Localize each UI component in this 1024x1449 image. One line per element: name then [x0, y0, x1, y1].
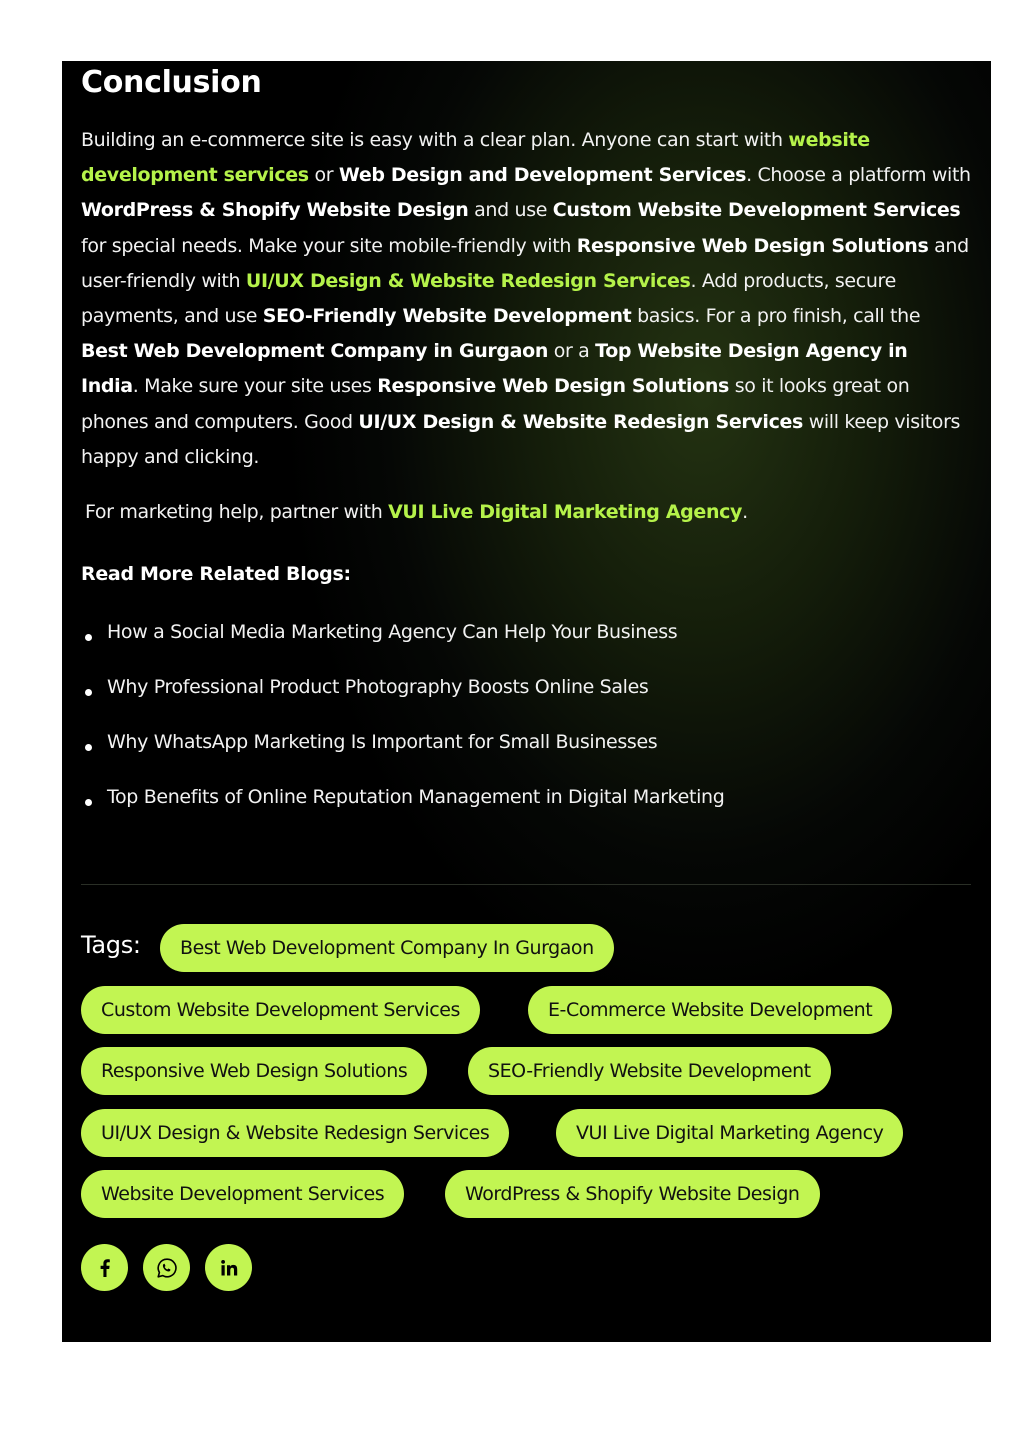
conclusion-panel: [62, 61, 991, 1342]
tag-chip[interactable]: WordPress & Shopify Website Design: [445, 1170, 820, 1218]
facebook-icon: [93, 1256, 117, 1280]
divider: [81, 884, 971, 885]
tag-chip[interactable]: UI/UX Design & Website Redesign Services: [81, 1109, 509, 1157]
related-blog-link[interactable]: Why Professional Product Photography Boosts Online Sales: [107, 676, 649, 698]
linkedin-icon: [217, 1256, 241, 1280]
list-item: [81, 786, 724, 841]
tag-chip[interactable]: VUI Live Digital Marketing Agency: [556, 1109, 903, 1157]
tag-chip[interactable]: Responsive Web Design Solutions: [81, 1047, 427, 1095]
facebook-share-button[interactable]: [81, 1244, 128, 1291]
section-heading: Conclusion: [81, 65, 262, 100]
ui-ux-design-link[interactable]: UI/UX Design & Website Redesign Services: [245, 269, 691, 292]
tag-chip[interactable]: Custom Website Development Services: [81, 986, 480, 1034]
tag-chip[interactable]: SEO-Friendly Website Development: [468, 1047, 831, 1095]
marketing-paragraph: For marketing help, partner with VUI Live Digital Marketing Agency.: [85, 501, 748, 523]
related-blogs-title: Read More Related Blogs:: [81, 563, 351, 585]
vui-live-agency-link[interactable]: VUI Live Digital Marketing Agency: [388, 501, 743, 523]
related-blog-link[interactable]: Why WhatsApp Marketing Is Important for Small Businesses: [107, 731, 658, 753]
related-blogs-list: [81, 621, 724, 841]
whatsapp-share-button[interactable]: [143, 1244, 190, 1291]
list-item: [81, 621, 724, 676]
website-development-services-link[interactable]: website development services: [81, 129, 870, 187]
tag-chip[interactable]: Website Development Services: [81, 1170, 404, 1218]
linkedin-share-button[interactable]: [205, 1244, 252, 1291]
list-item: [81, 676, 724, 731]
related-blog-link[interactable]: Top Benefits of Online Reputation Management in Digital Marketing: [107, 786, 725, 808]
tags-label: Tags:: [81, 931, 141, 959]
list-item: [81, 731, 724, 786]
related-blog-link[interactable]: How a Social Media Marketing Agency Can Help Your Business: [107, 621, 678, 643]
whatsapp-icon: [155, 1256, 179, 1280]
conclusion-paragraph: Building an e-commerce site is easy with a clear plan. Anyone can start with website development services or Web Design and Development Services. Choose a platform with WordPress & Shopify Website Design and use Custom Website Development Services for special needs. Make your site mobile-friendly with Responsive Web Design Solutions and user-friendly with UI/UX Design & Website Redesign Services. Add products, secure payments, and use SEO-Friendly Website Development basics. For a pro finish, call the Best Web Development Company in Gurgaon or a Top Website Design Agency in India. Make sure your site uses Responsive Web Design Solutions so it looks great on phones and computers. Good UI/UX Design & Website Redesign Services will keep visitors happy and clicking.: [81, 129, 971, 468]
tag-chip[interactable]: E-Commerce Website Development: [528, 986, 892, 1034]
tag-chip[interactable]: Best Web Development Company In Gurgaon: [160, 924, 614, 972]
